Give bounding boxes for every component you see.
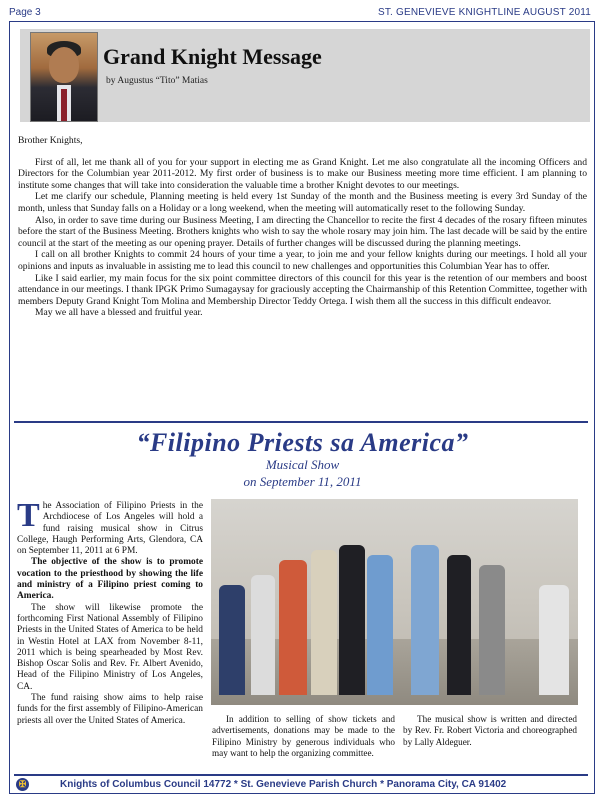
article-date: on September 11, 2011 <box>243 474 362 489</box>
footer-divider <box>14 774 588 776</box>
letter-paragraph: First of all, let me thank all of you for your support in electing me as Grand Knight. Let me also congratulate all the incoming Officers and Directors for the Columbian year 2011-2012. My first order of business is to make our Business meeting more time efficient. I am planning to institute some changes that will take into consideration the valuable time a brother Knight devotes to our meetings. <box>18 156 587 191</box>
rehearsal-photo <box>211 499 578 705</box>
article-paragraph: The musical show is written and directed by Rev. Fr. Robert Victoria and choreographed by Lally Aldeguer. <box>403 714 577 747</box>
page-header <box>9 7 591 21</box>
article-paragraph: he Association of Filipino Priests in the Archdiocese of Los Angeles will hold a fund raising musical show in Citrus College, Haugh Performing Arts, Glendora, CA on September 11, 2011 at 6 PM. <box>17 501 203 557</box>
letter-paragraph: Like I said earlier, my main focus for the six point committee directors of this council for this year is the retention of our members and boost attendance in our meetings. I thank IPGK Primo Sumagaysay for graciously accepting the Chairmanship of this Retention Committee, together with members Deputy Grand Knight Tom Molina and Membership Director Teddy Ortega. I wish them all the success in this difficult endeavor. <box>18 272 587 307</box>
article-objective: The objective of the show is to promote vocation to the priesthood by showing the life and ministry of a Filipino priest coming to America. <box>17 557 203 602</box>
article-paragraph: In addition to selling of show tickets and advertisements, donations may be made to the Filipino Ministry by generous individuals who may want to help the organizing committee. <box>212 714 395 758</box>
article-title: “Filipino Priests sa America” <box>136 428 469 457</box>
article-column-1 <box>17 497 203 727</box>
grand-knight-photo <box>30 32 98 122</box>
letter-paragraph: May we all have a blessed and fruitful year. <box>35 307 203 319</box>
article-subtitle: Musical Show <box>265 457 340 472</box>
letter-paragraph: I call on all brother Knights to commit 24 hours of your time a year, to join me and your fellow knights during our meetings. I hold all your opinions and inputs as invaluable in assisting me to lead this council to new challenges and opportunities this Columbian Year has to offer. <box>18 249 587 272</box>
drop-cap: T <box>17 497 40 534</box>
article-paragraph: The show will likewise promote the forthcoming First National Assembly of Filipino Priests in the United States of America to be held in Westin Hotel at LAX from November 8-11, 2011 which is being spearheaded by Most Rev. Bishop Oscar Solis and Rev. Fr. Albert Avenido, Head of the Filipino Ministry of Los Angeles, CA. <box>17 602 203 692</box>
page-footer <box>10 777 594 793</box>
letter-salutation: Brother Knights, <box>18 135 83 146</box>
page-number: Page 3 <box>9 7 41 18</box>
footer-text: Knights of Columbus Council 14772 * St. Genevieve Parish Church * Panorama City, CA 91402 <box>60 779 507 790</box>
grand-knight-byline: by Augustus “Tito” Matias <box>106 76 208 86</box>
letter-paragraph: Let me clarify our schedule, Planning meeting is held every 1st Sunday of the month and the Business meeting is every 3rd Sunday of the month, unless that Sunday falls on a Holiday or a long weekend, when the meeting will automatically reset to the following Sunday. <box>18 191 587 214</box>
article-paragraph: The fund raising show aims to help raise funds for the first assembly of Filipino-American priests all over the United States of America. <box>17 693 203 726</box>
grand-knight-heading: Grand Knight Message <box>103 44 322 69</box>
article-column-2 <box>212 714 395 759</box>
section-divider <box>14 421 588 423</box>
publication-title: ST. GENEVIEVE KNIGHTLINE AUGUST 2011 <box>377 7 591 18</box>
knights-of-columbus-emblem-icon: ✠ <box>16 778 29 791</box>
grand-knight-letter <box>18 135 587 319</box>
article-column-3 <box>403 714 577 748</box>
letter-paragraph: Also, in order to save time during our Business Meeting, I am directing the Chancellor to recite the first 4 decades of the rosary fifteen minutes before the start of the Business Meeting. Brothers knights who wish to say the whole rosary may join him. The last decade will be said by the entire council at the start of the meeting as our opening prayer. Details of further changes will be discussed during the planning meetings. <box>18 214 587 249</box>
